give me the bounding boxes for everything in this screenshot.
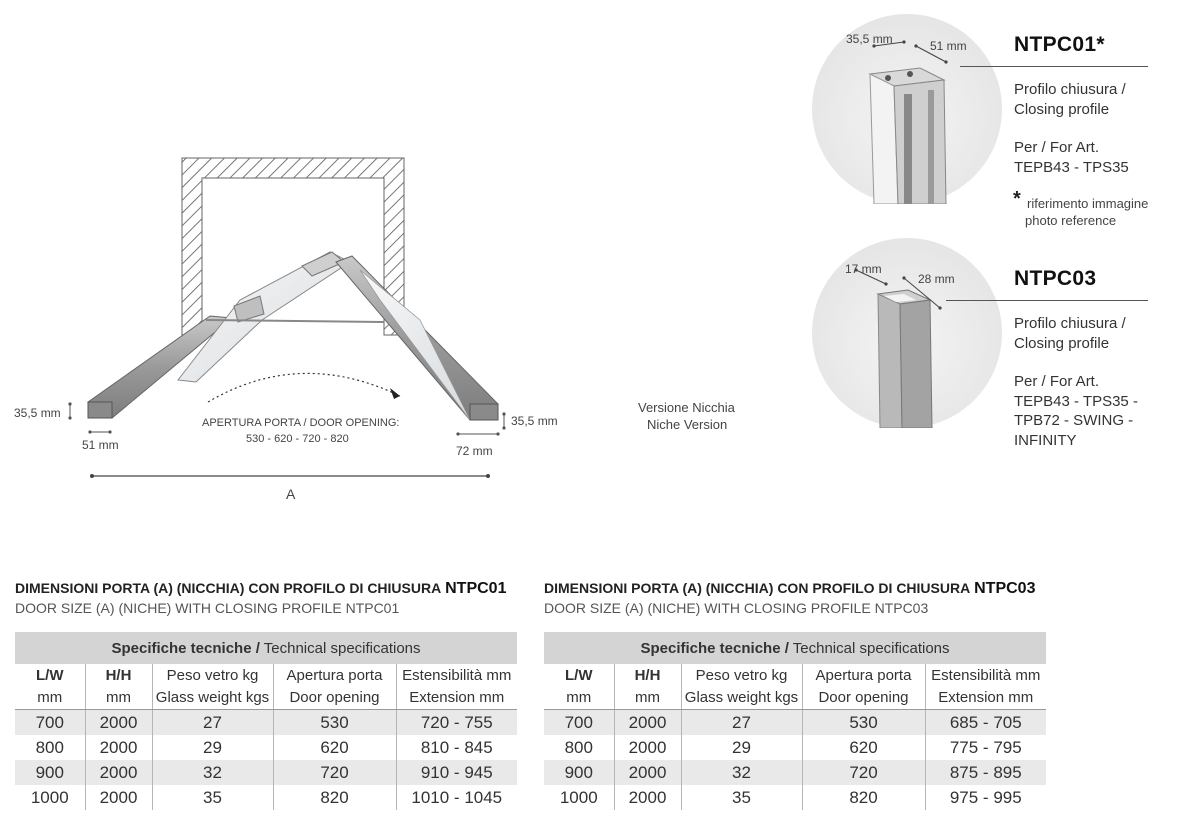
table-cell: 700 [15,710,85,736]
table-row [544,735,1046,760]
table-cell: 875 - 895 [925,760,1046,785]
door-opening-label: APERTURA PORTA / DOOR OPENING: [202,417,400,429]
table-row [15,710,517,736]
table1-spec-bold: Specifiche tecniche / [111,639,260,657]
ntpc03-code: NTPC03 [1014,267,1097,290]
table-cell: 2000 [614,785,681,810]
table2-unit-weight: Glass weight kgs [681,686,802,710]
table-cell: 820 [273,785,396,810]
table-cell: 27 [681,710,802,736]
opening-arc [208,373,400,402]
table2-title [544,580,1035,598]
ntpc01-dim-a: 35,5 mm [846,32,893,46]
table-cell: 530 [802,710,925,736]
table-row [15,760,517,785]
table1-title-prefix: DIMENSIONI PORTA (A) (NICCHIA) CON PROFILO DI CHIUSURA [15,580,442,596]
table-cell: 720 [273,760,396,785]
table2-spec-table [544,632,1046,810]
door-glass-panel [178,252,350,382]
ntpc01-note-star: * [1013,188,1021,210]
right-width-dim: 72 mm [456,444,493,458]
table-cell: 620 [273,735,396,760]
table-cell: 775 - 795 [925,735,1046,760]
table2-col-opening: Apertura porta [802,664,925,686]
table-row [15,785,517,810]
table-cell: 810 - 845 [396,735,517,760]
ntpc01-note-en: photo reference [1025,213,1117,228]
table-cell: 35 [681,785,802,810]
table1-unit-hh: mm [85,686,152,710]
table1-col-weight: Peso vetro kg [152,664,273,686]
table-cell: 975 - 995 [925,785,1046,810]
table1-spec-rest: Technical specifications [263,639,421,657]
table1-unit-lw: mm [15,686,85,710]
table-cell: 29 [681,735,802,760]
table-cell: 530 [273,710,396,736]
right-height-dim: 35,5 mm [511,414,558,428]
table-cell: 35 [152,785,273,810]
table-cell: 800 [544,735,614,760]
table2-unit-lw: mm [544,686,614,710]
table-cell: 2000 [85,785,152,810]
table1-unit-weight: Glass weight kgs [152,686,273,710]
table-cell: 27 [152,710,273,736]
table2-spec-bold: Specifiche tecniche / [640,639,789,657]
table1-unit-extension: Extension mm [396,686,517,710]
table2-col-weight: Peso vetro kg [681,664,802,686]
table-cell: 1000 [544,785,614,810]
dimension-a-label: A [286,486,296,502]
table-cell: 910 - 945 [396,760,517,785]
table-cell: 32 [152,760,273,785]
table-cell: 620 [802,735,925,760]
table-cell: 2000 [614,735,681,760]
table2-unit-opening: Door opening [802,686,925,710]
table-cell: 32 [681,760,802,785]
table-row [544,760,1046,785]
ntpc01-dim-b: 51 mm [930,39,967,53]
ntpc01-leader-line [960,66,1148,67]
table-row [544,710,1046,736]
table2-col-extension: Estensibilità mm [931,666,1041,684]
ntpc03-dim-a: 17 mm [845,262,882,276]
ntpc03-description: Profilo chiusura / Closing profile [1014,315,1126,352]
table1-col-opening: Apertura porta [273,664,396,686]
table2-title-code: NTPC03 [974,580,1036,597]
table-cell: 720 [802,760,925,785]
table-cell: 2000 [85,760,152,785]
table1-title-code: NTPC01 [445,580,507,597]
left-height-dim: 35,5 mm [14,406,61,420]
table-cell: 900 [15,760,85,785]
version-label-en: Niche Version [647,417,728,432]
table-cell: 700 [544,710,614,736]
table-cell: 29 [152,735,273,760]
table-cell: 800 [15,735,85,760]
table-cell: 2000 [614,710,681,736]
niche-wall [182,158,404,335]
table-row [15,735,517,760]
table2-spec-rest: Technical specifications [792,639,950,657]
table2-col-hh: H/H [614,664,681,686]
ntpc03-leader-line [946,300,1148,301]
table-cell: 685 - 705 [925,710,1046,736]
table-cell: 2000 [85,735,152,760]
ntpc01-profile-image [812,14,1002,204]
table1-subtitle: DOOR SIZE (A) (NICHE) WITH CLOSING PROFILE NTPC01 [15,600,400,616]
door-opening-values: 530 - 620 - 720 - 820 [246,433,349,445]
table2-unit-extension: Extension mm [925,686,1046,710]
table-cell: 1010 - 1045 [396,785,517,810]
ntpc03-dim-b: 28 mm [918,272,955,286]
table2-spec-header [544,632,1046,664]
left-width-dim: 51 mm [82,438,119,452]
version-label-it: Versione Nicchia [638,400,735,415]
table2-col-lw: L/W [544,664,614,686]
table-cell: 2000 [614,760,681,785]
table-cell: 720 - 755 [396,710,517,736]
ntpc03-compatibility: Per / For Art. TEPB43 - TPS35 - TPB72 - SWING - INFINITY [1014,373,1138,449]
table1-title [15,580,506,598]
table-cell: 820 [802,785,925,810]
ntpc03-profile-image [812,238,1002,428]
table1-spec-table [15,632,517,810]
table1-spec-header [15,632,517,664]
table-cell: 1000 [15,785,85,810]
table1-col-extension: Estensibilità mm [402,666,512,684]
table2-unit-hh: mm [614,686,681,710]
ntpc01-compatibility: Per / For Art. TEPB43 - TPS35 [1014,139,1129,176]
ntpc01-code: NTPC01* [1014,33,1105,56]
table1-unit-opening: Door opening [273,686,396,710]
table1-col-hh: H/H [85,664,152,686]
table-cell: 2000 [85,710,152,736]
table-cell: 900 [544,760,614,785]
ntpc01-description: Profilo chiusura / Closing profile [1014,81,1126,118]
ntpc01-note-it: riferimento immagine [1027,196,1149,211]
table2-title-prefix: DIMENSIONI PORTA (A) (NICCHIA) CON PROFILO DI CHIUSURA [544,580,971,596]
table2-subtitle: DOOR SIZE (A) (NICHE) WITH CLOSING PROFILE NTPC03 [544,600,929,616]
table-row [544,785,1046,810]
table1-col-lw: L/W [15,664,85,686]
